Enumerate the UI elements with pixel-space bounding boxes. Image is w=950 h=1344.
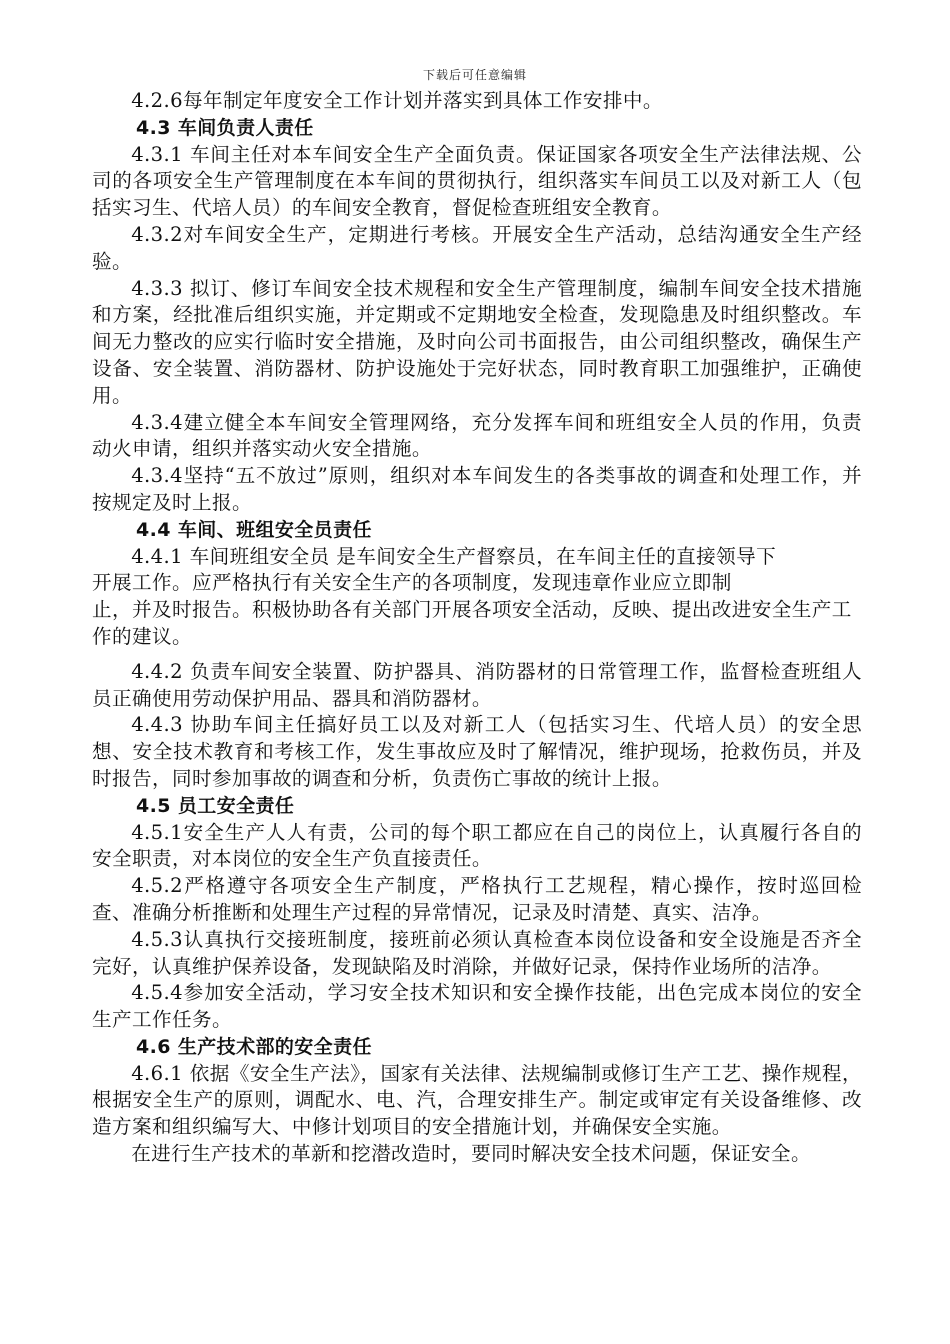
heading-4-3: 4.3 车间负责人责任 bbox=[136, 116, 314, 139]
document-body bbox=[92, 88, 862, 1168]
heading-4-5: 4.5 员工安全责任 bbox=[136, 794, 295, 817]
paragraph-4-4-1-line2: 开展工作。应严格执行有关安全生产的各项制度，发现违章作业应立即制 bbox=[92, 571, 732, 595]
heading-4-4: 4.4 车间、班组安全员责任 bbox=[136, 518, 372, 541]
paragraph-4-5-1: 4.5.1安全生产人人有责，公司的每个职工都应在自己的岗位上，认真履行各自的安全职责，对本岗位的安全生产负直接责任。 bbox=[92, 820, 862, 871]
paragraph-4-3-4b: 4.3.4坚持“五不放过”原则，组织对本车间发生的各类事故的调查和处理工作，并按规定及时上报。 bbox=[92, 464, 862, 514]
heading-4-6: 4.6 生产技术部的安全责任 bbox=[136, 1035, 372, 1058]
paragraph-4-4-1-line1: 4.4.1 车间班组安全员 是车间安全生产督察员，在车间主任的直接领导下 bbox=[131, 544, 777, 568]
paragraph-4-5-3: 4.5.3认真执行交接班制度，接班前必须认真检查本岗位设备和安全设施是否齐全完好，认真维护保养设备，发现缺陷及时消除，并做好记录，保持作业场所的洁净。 bbox=[92, 927, 862, 978]
paragraph-4-3-2: 4.3.2对车间安全生产，定期进行考核。开展安全生产活动，总结沟通安全生产经验。 bbox=[92, 222, 862, 273]
paragraph-4-6-1: 4.6.1 依据《安全生产法》，国家有关法律、法规编制或修订生产工艺、操作规程，根据安全生产的原则，调配水、电、汽，合理安排生产。制定或审定有关设备维修、改造方案和组织编写大、中修计划项目的安全措施计划，并确保安全实施。 bbox=[92, 1061, 862, 1139]
paragraph-4-3-1: 4.3.1 车间主任对本车间安全生产全面负责。保证国家各项安全生产法律法规、公司的各项安全生产管理制度在本车间的贯彻执行，组织落实车间员工以及对新工人（包括实习生、代培人员）的车间安全教育，督促检查班组安全教育。 bbox=[92, 142, 862, 220]
header-watermark: 下载后可任意编辑 bbox=[422, 68, 527, 82]
paragraph-4-3-3: 4.3.3 拟订、修订车间安全技术规程和安全生产管理制度，编制车间安全技术措施和方案，经批准后组织实施，并定期或不定期地安全检查，发现隐患及时组织整改。车间无力整改的应实行临时安全措施，及时向公司书面报告，由公司组织整改，确保生产设备、安全装置、消防器材、防护设施处于完好状态，同时教育职工加强维护，正确使用。 bbox=[92, 276, 862, 407]
paragraph-4-4-1-line3: 止，并及时报告。积极协助各有关部门开展各项安全活动，反映、提出改进安全生产工作的建议。 bbox=[92, 598, 852, 648]
paragraph-4-3-4a: 4.3.4建立健全本车间安全管理网络，充分发挥车间和班组安全人员的作用，负责动火申请，组织并落实动火安全措施。 bbox=[92, 410, 862, 461]
paragraph-4-4-3: 4.4.3 协助车间主任搞好员工以及对新工人（包括实习生、代培人员）的安全思想、安全技术教育和考核工作，发生事故应及时了解情况，维护现场，抢救伤员，并及时报告，同时参加事故的调查和分析，负责伤亡事故的统计上报。 bbox=[92, 713, 862, 790]
paragraph-4-4-2: 4.4.2 负责车间安全装置、防护器具、消防器材的日常管理工作，监督检查班组人员正确使用劳动保护用品、器具和消防器材。 bbox=[92, 659, 862, 710]
paragraph-4-6-tail: 在进行生产技术的革新和挖潜改造时，要同时解决安全技术问题，保证安全。 bbox=[131, 1142, 811, 1166]
paragraph-4-5-4: 4.5.4参加安全活动，学习安全技术知识和安全操作技能，出色完成本岗位的安全生产工作任务。 bbox=[92, 981, 862, 1032]
paragraph-4-5-2: 4.5.2严格遵守各项安全生产制度，严格执行工艺规程，精心操作，按时巡回检查、准确分析推断和处理生产过程的异常情况，记录及时清楚、真实、洁净。 bbox=[92, 874, 862, 924]
paragraph-4-2-6: 4.2.6每年制定年度安全工作计划并落实到具体工作安排中。 bbox=[131, 89, 663, 112]
